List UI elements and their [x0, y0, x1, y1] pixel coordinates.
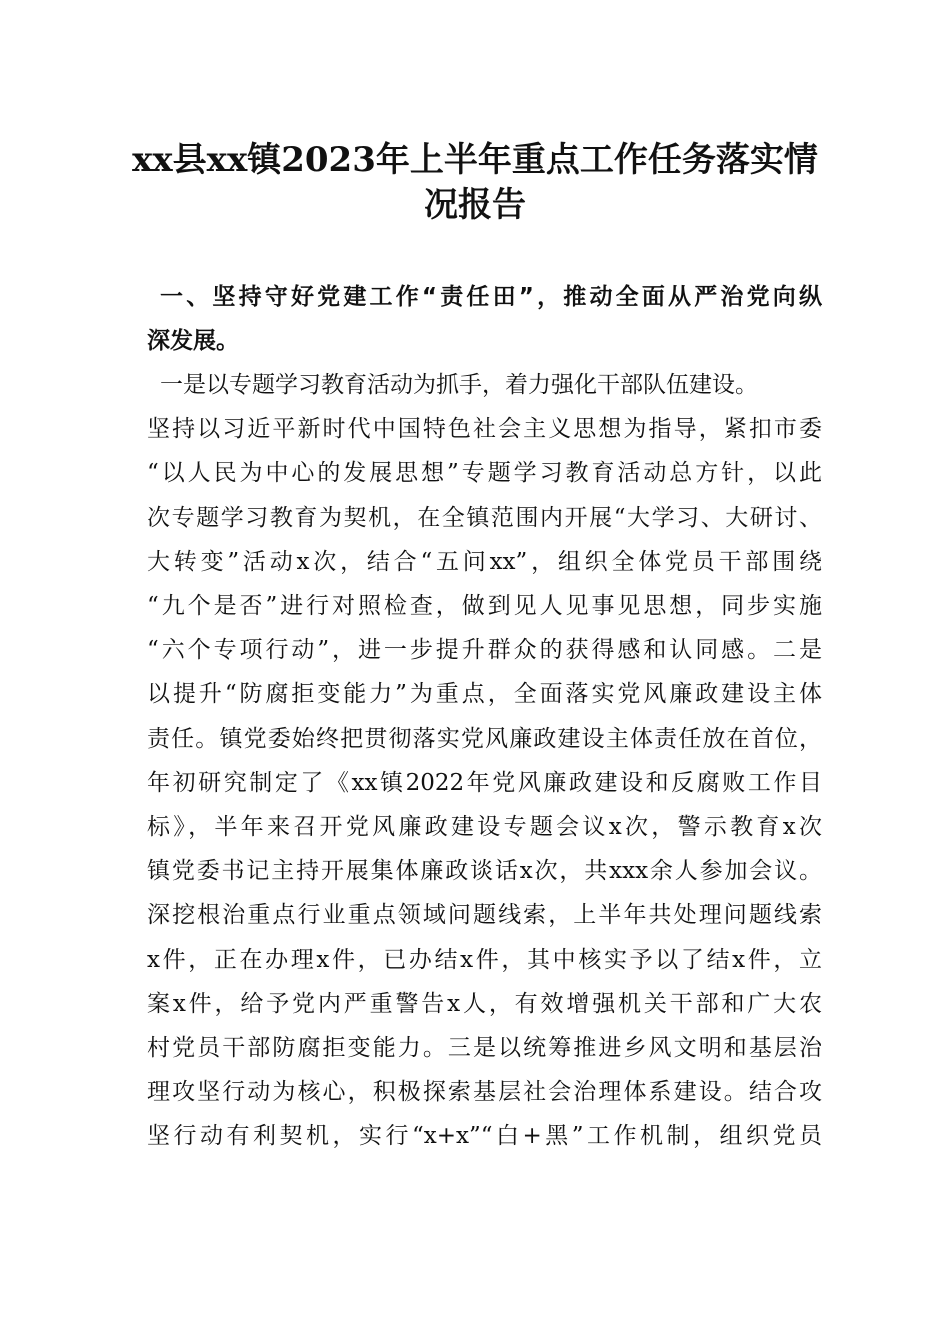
body-line: 一是以专题学习教育活动为抓手，着力强化干部队伍建设。	[160, 372, 758, 398]
section-heading-line-1: 一、坚持守好党建工作“责任田”，推动全面从严治党向纵	[160, 284, 822, 310]
body-line: 坚持以习近平新时代中国特色社会主义思想为指导，紧扣市委	[147, 416, 822, 443]
body-line: 坚行动有利契机，实行“x+x”“白+黑”工作机制，组织党员	[147, 1123, 822, 1150]
document-title-line-2: 况报告	[424, 185, 526, 225]
body-line: 以提升“防腐拒变能力”为重点，全面落实党风廉政建设主体	[147, 681, 822, 708]
body-line: x件，正在办理x件，已办结x件，其中核实予以了结x件，立	[147, 946, 822, 973]
document-title-line-1: xx县xx镇2023年上半年重点工作任务落实情	[132, 140, 818, 180]
body-line: 次专题学习教育为契机，在全镇范围内开展“大学习、大研讨、	[147, 504, 822, 531]
body-line: 村党员干部防腐拒变能力。三是以统筹推进乡风文明和基层治	[147, 1035, 822, 1061]
section-heading-line-2: 深发展。	[147, 328, 239, 354]
body-line: “九个是否”进行对照检查，做到见人见事见思想，同步实施	[147, 593, 822, 619]
body-line: 标》，半年来召开党风廉政建设专题会议x次，警示教育x次	[147, 814, 822, 840]
body-line: “六个专项行动”，进一步提升群众的获得感和认同感。二是	[147, 637, 822, 664]
body-line: 镇党委书记主持开展集体廉政谈话x次，共xxx余人参加会议。	[147, 858, 822, 885]
body-line: 案x件，给予党内严重警告x人，有效增强机关干部和广大农	[147, 990, 822, 1017]
body-line: 理攻坚行动为核心，积极探索基层社会治理体系建设。结合攻	[147, 1079, 822, 1106]
body-line: 大转变”活动x次，结合“五问xx”，组织全体党员干部围绕	[147, 548, 822, 575]
body-line: “以人民为中心的发展思想”专题学习教育活动总方针，以此	[147, 460, 822, 487]
body-line: 年初研究制定了《xx镇2022年党风廉政建设和反腐败工作目	[147, 769, 822, 796]
body-line: 深挖根治重点行业重点领域问题线索，上半年共处理问题线索	[147, 902, 822, 929]
body-line: 责任。镇党委始终把贯彻落实党风廉政建设主体责任放在首位，	[147, 725, 822, 752]
